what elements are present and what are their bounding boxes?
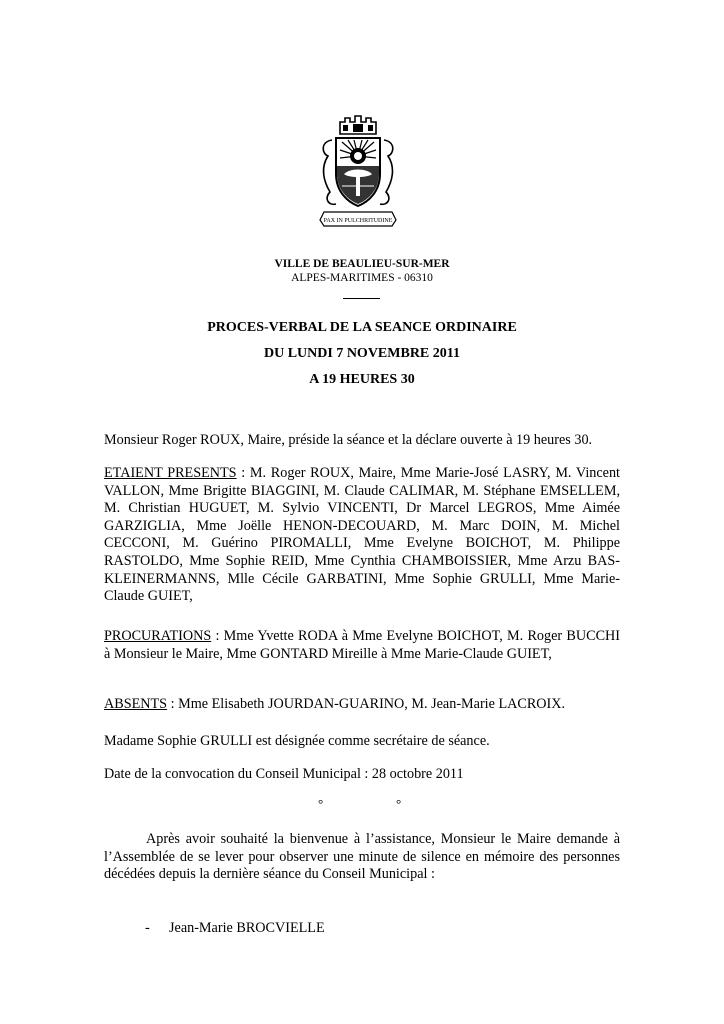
separator-mark: °: [318, 796, 324, 811]
document-date: DU LUNDI 7 NOVEMBRE 2011: [263, 346, 460, 361]
proxy-label: PROCURATIONS: [104, 628, 212, 644]
city-name: VILLE DE BEAULIEU-SUR-MER: [274, 258, 450, 270]
list-bullet: -: [145, 920, 150, 936]
list-item: [145, 920, 325, 937]
opening-text: Monsieur Roger ROUX, Maire, préside la séance et la déclare ouverte à 19 heures 30.: [104, 432, 593, 448]
list-item-text: Jean-Marie BROCVIELLE: [169, 920, 325, 936]
absent-paragraph: [104, 696, 620, 714]
document-title: PROCES-VERBAL DE LA SEANCE ORDINAIRE: [207, 320, 517, 335]
city-crest-logo: [312, 112, 404, 230]
header-divider: [343, 298, 380, 299]
welcome-paragraph: [104, 831, 620, 884]
crest-motto: PAX IN PULCHRITUDINE: [323, 218, 393, 224]
absent-label: ABSENTS: [104, 696, 168, 712]
convocation-text: Date de la convocation du Conseil Municipal : 28 octobre 2011: [104, 766, 464, 782]
secretary-text: Madame Sophie GRULLI est désignée comme secrétaire de séance.: [104, 733, 490, 749]
opening-paragraph: [104, 432, 620, 450]
present-label: ETAIENT PRESENTS: [104, 465, 237, 481]
welcome-text: Après avoir souhaité la bienvenue à l’assistance, Monsieur le Maire demande à l’Assemblée de se lever pour observer une minute de silence en mémoire des personnes décédées depuis la dernière séance du Conseil Municipal :: [104, 831, 620, 883]
department-line: ALPES-MARITIMES - 06310: [291, 272, 433, 284]
separator-mark: °: [396, 796, 402, 811]
present-list: : M. Roger ROUX, Maire, Mme Marie-José LASRY, M. Vincent VALLON, Mme Brigitte BIAGGINI, M. Claude CALIMAR, M. Stéphane EMSELLEM, M. Christian HUGUET, M. Sylvio VINCENTI, Dr Marcel LEGROS, Mme Aimée GARZIGLIA, Mme Joëlle HENON-DECOUARD, M. Marc DOIN, M. Michel CECCONI, M. Guérino PIROMALLI, Mme Evelyne BOICHOT, M. Philippe RASTOLDO, Mme Sophie REID, Mme Cynthia CHAMBOISSIER, Mme Arzu BAS-KLEINERMANNS, Mlle Cécile GARBATINI, Mme Sophie GRULLI, Mme Marie-Claude GUIET,: [104, 465, 620, 605]
present-paragraph: [104, 465, 620, 606]
proxy-list: : Mme Yvette RODA à Mme Evelyne BOICHOT, M. Roger BUCCHI à Monsieur le Maire, Mme GONTARD Mireille à Mme Marie-Claude GUIET,: [104, 628, 620, 662]
absent-list: : Mme Elisabeth JOURDAN-GUARINO, M. Jean-Marie LACROIX.: [167, 696, 566, 712]
convocation-paragraph: [104, 766, 620, 784]
document-time: A 19 HEURES 30: [309, 372, 415, 387]
proxy-paragraph: [104, 628, 620, 663]
secretary-paragraph: [104, 733, 620, 751]
